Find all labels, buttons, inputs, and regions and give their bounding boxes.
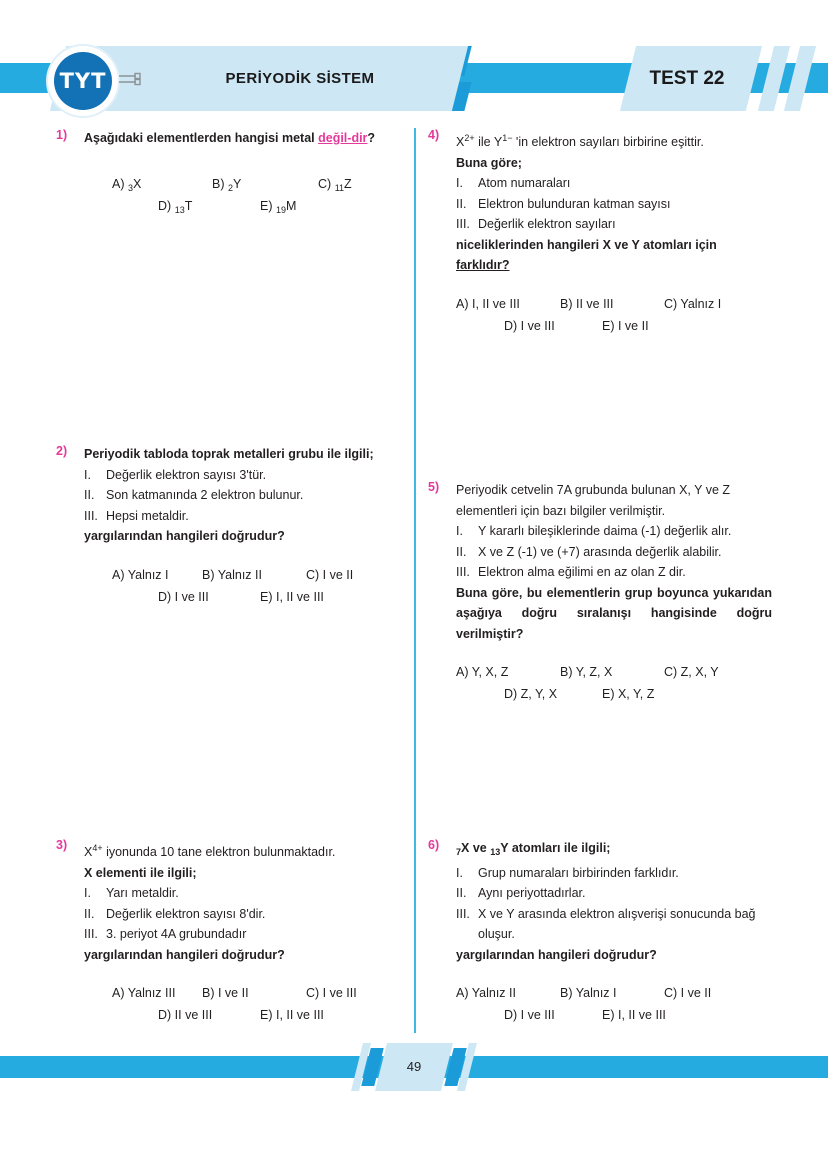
option-B[interactable]: B) Y, Z, X [560,665,613,679]
list-item: II. Değerlik elektron sayısı 8'dir. [84,906,266,921]
left-column [56,128,400,1026]
question-5-stem: Periyodik cetvelin 7A grubunda bulunan X, Y ve Z elementleri için bazı bilgiler verilmiştir. [456,483,731,518]
question-4-prompt: niceliklerinden hangileri X ve Y atomları için [456,237,717,252]
question-3-stem-bold: X elementi ile ilgili; [84,865,197,880]
page-footer [0,1056,828,1104]
question-6-items [456,863,772,945]
question-4 [428,128,772,480]
question-1-options [84,173,400,217]
list-item: II. Elektron bulunduran katman sayısı [456,196,671,211]
option-D[interactable]: D) Z, Y, X [504,687,558,701]
list-item: III. 3. periyot 4A grubundadır [84,927,247,941]
question-6-number: 6) [428,838,440,852]
option-A[interactable]: A) Yalnız II [456,986,516,1000]
logo-label: TYT [59,69,107,93]
question-4-options-row-1 [456,293,772,315]
question-3-stem: $X^{4+}$ iyonunda 10 tane elektron bulunmaktadır. [84,843,336,859]
option-D[interactable]: D) I ve III [504,318,555,333]
option-E[interactable]: E) I ve II [602,318,649,333]
question-6-prompt: yargılarından hangileri doğrudur? [456,947,657,962]
question-3-options-row-1 [84,982,400,1004]
option-D[interactable]: D) $_{13}$T [158,198,193,215]
question-2-stem: Periyodik tabloda toprak metalleri grubu ile ilgili; [84,447,374,461]
list-item: I. Yarı metaldir. [84,886,179,900]
list-item: I. Değerlik elektron sayısı 3'tür. [84,467,267,482]
question-5-number: 5) [428,480,440,494]
page-number: 49 [406,1059,422,1074]
page-header [0,0,828,128]
question-2-options [84,564,400,608]
column-divider [414,128,416,1033]
option-D[interactable]: D) I ve III [158,589,209,604]
question-1 [56,128,400,444]
question-3-prompt: yargılarından hangileri doğrudur? [84,947,285,962]
question-5-items [456,521,772,583]
question-2-options-row-2 [84,586,400,608]
list-item: II. X ve Z (-1) ve (+7) arasında değerlik alabilir. [456,544,722,559]
chain-link-icon [118,72,144,86]
question-2-prompt: yargılarından hangileri doğrudur? [84,529,285,543]
option-C[interactable]: C) I ve II [664,986,712,1000]
question-5-prompt: Buna göre, bu elementlerin grup boyunca yukarıdan aşağıya doğru sıralanışı hangisinde doğru verilmiştir? [456,585,772,641]
question-4-number: 4) [428,128,440,142]
question-1-stem-part1: Aşağıdaki elementlerden hangisi metal [84,131,319,145]
list-item: III. Elektron alma eğilimi en az olan Z dir. [456,565,686,579]
option-C[interactable]: C) $_{11}$Z [318,176,352,193]
option-B[interactable]: B) Yalnız II [202,567,262,582]
option-A[interactable]: A) $_3$X [112,176,142,193]
option-B[interactable]: B) $_2$Y [212,176,242,193]
question-1-options-row-2 [84,195,400,217]
question-1-options-row-1 [84,173,400,195]
test-label: TEST 22 [649,68,725,89]
option-A[interactable]: A) Y, X, Z [456,665,509,679]
list-item: III. X ve Y arasında elektron alışverişi sonucunda bağ oluşur. [456,906,756,941]
option-A[interactable]: A) Yalnız III [112,986,176,1000]
list-item: I. Atom numaraları [456,176,571,190]
question-4-options [456,293,772,337]
question-3 [56,838,400,1026]
option-E[interactable]: E) X, Y, Z [602,687,655,701]
list-item: I. Grup numaraları birbirinden farklıdır. [456,865,679,880]
question-4-stem-bold: Buna göre; [456,155,522,170]
option-E[interactable]: E) $_{19}$M [260,198,297,215]
question-3-options [84,982,400,1026]
question-1-stem-highlight: değil-dir [318,131,368,145]
list-item: III. Değerlik elektron sayıları [456,217,616,231]
option-E[interactable]: E) I, II ve III [602,1008,666,1022]
question-2 [56,444,400,838]
option-D[interactable]: D) II ve III [158,1008,213,1022]
question-4-stem: $X^{2+}$ ile $Y^{1-}$ 'in elektron sayıları birbirine eşittir. [456,133,704,149]
question-6-options [456,982,772,1026]
question-2-items [84,465,400,527]
question-1-number: 1) [56,128,68,142]
option-C[interactable]: C) I ve III [306,986,357,1000]
option-D[interactable]: D) I ve III [504,1008,555,1022]
question-1-stem [84,128,400,149]
question-4-prompt-underlined: farklıdır? [456,258,510,272]
question-2-number: 2) [56,444,68,458]
question-5 [428,480,772,838]
list-item: I. Y kararlı bileşiklerinde daima (-1) değerlik alır. [456,524,732,538]
question-5-options [456,661,772,705]
page-title: PERİYODİK SİSTEM [225,70,375,87]
question-6-options-row-2 [456,1004,772,1026]
right-column [428,128,772,1026]
option-E[interactable]: E) I, II ve III [260,589,324,604]
question-3-items [84,883,400,945]
tyt-logo [48,46,118,116]
question-3-number: 3) [56,838,68,852]
list-item: II. Son katmanında 2 elektron bulunur. [84,488,304,502]
option-B[interactable]: B) I ve II [202,986,249,1000]
question-5-options-row-2 [456,683,772,705]
option-E[interactable]: E) I, II ve III [260,1008,324,1022]
option-C[interactable]: C) Z, X, Y [664,665,719,679]
question-5-options-row-1 [456,661,772,683]
question-4-items [456,173,772,235]
question-4-options-row-2 [456,315,772,337]
question-3-options-row-2 [84,1004,400,1026]
option-A[interactable]: A) Yalnız I [112,567,169,582]
question-2-options-row-1 [84,564,400,586]
option-B[interactable]: B) Yalnız I [560,986,617,1000]
question-6-stem: $_7$X ve $_{13}$Y atomları ile ilgili; [456,841,611,857]
option-B[interactable]: B) II ve III [560,296,614,311]
question-6-options-row-1 [456,982,772,1004]
question-1-stem-part2: ? [367,131,376,145]
option-C[interactable]: C) Yalnız I [664,296,722,311]
list-item: III. Hepsi metaldir. [84,508,189,523]
question-6 [428,838,772,1026]
option-C[interactable]: C) I ve II [306,567,354,582]
list-item: II. Aynı periyottadırlar. [456,886,586,900]
option-A[interactable]: A) I, II ve III [456,296,520,311]
